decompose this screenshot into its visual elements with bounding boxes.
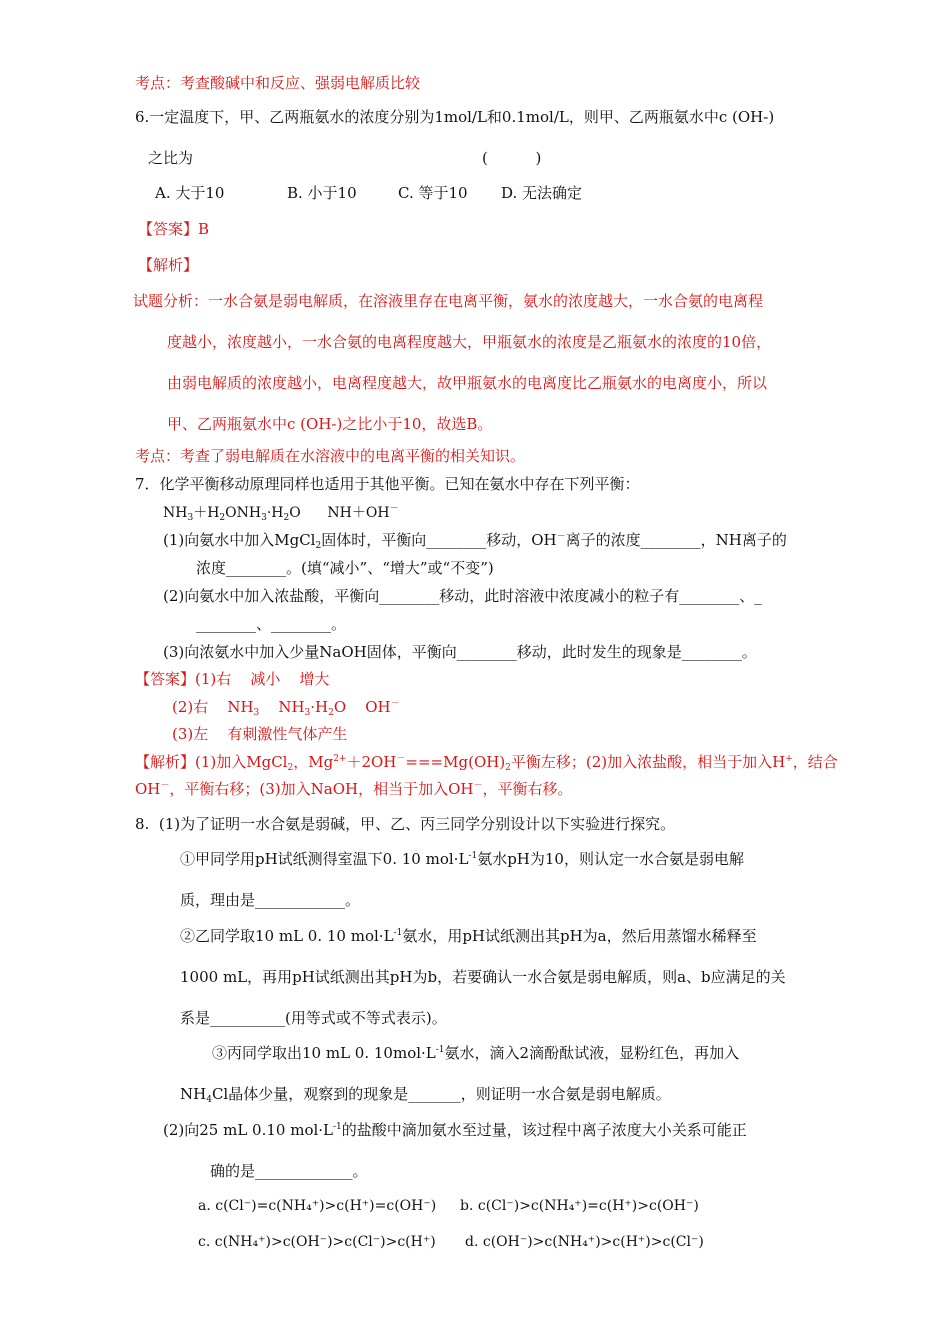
q6-analysis-line2: 度越小，浓度越小，一水合氨的电离程度越大，甲瓶氨水的浓度是乙瓶氨水的浓度的10倍， — [167, 333, 772, 351]
q8-part2-line1: (2)向25 mL 0.10 $mol\cdot L^{-1}$的盐酸中滴加氨水至过量，该过程中离子浓度大小关系可能正 — [163, 1121, 747, 1139]
q6-jiexi-label: 【解析】 — [138, 256, 199, 274]
q7-part2-line2: ________、________。 — [196, 615, 347, 633]
q8-option-d: d. c(OH⁻)>c(NH₄⁺)>c(H⁺)>c(Cl⁻) — [465, 1234, 704, 1250]
q8-c3-line1: ③丙同学取出10 mL 0. $10mol\cdot L^{-1}$氨水，滴入2滴酚酞试液，显粉红色，再加入 — [212, 1044, 740, 1062]
q7-part3: (3)向浓氨水中加入少量NaOH固体，平衡向________移动，此时发生的现象是________。 — [163, 643, 757, 661]
q6-answer-paren: ( ) — [482, 149, 542, 167]
q8-part2-line2: 确的是_____________。 — [210, 1162, 368, 1180]
q8-c2-line2: 1000 mL，再用pH试纸测出其pH为b，若要确认一水合氨是弱电解质，则a、b应满足的关 — [180, 968, 786, 986]
q6-answer: 【答案】B — [138, 220, 210, 238]
q6-option-b: B. 小于10 — [287, 184, 357, 202]
q6-analysis-line1: 试题分析：一水合氨是弱电解质，在溶液里存在电离平衡，氨水的浓度越大，一水合氨的电离程 — [133, 292, 764, 310]
q8-c2-line3: 系是__________(用等式或不等式表示)。 — [180, 1009, 447, 1027]
q8-option-c: c. c(NH₄⁺)>c(OH⁻)>c(Cl⁻)>c(H⁺) — [198, 1234, 436, 1250]
q6-option-d: D. 无法确定 — [501, 184, 583, 202]
q8-option-a: a. c(Cl⁻)=c(NH₄⁺)>c(H⁺)=c(OH⁻) — [198, 1198, 437, 1214]
q7-answer-line2: (2)右 $NH_3$ $NH_3\cdot H_2O$ OH－ — [172, 698, 400, 718]
q6-analysis-line3: 由弱电解质的浓度越小，电离程度越大，故甲瓶氨水的电离度比乙瓶氨水的电离度小，所以 — [167, 374, 768, 392]
q8-stem: 8. (1)为了证明一水合氨是弱碱，甲、乙、丙三同学分别设计以下实验进行探究。 — [135, 815, 676, 833]
q6-option-c: C. 等于10 — [398, 184, 468, 202]
q8-c1-line2: 质，理由是____________。 — [180, 891, 361, 909]
q7-answer-line3: (3)左 有刺激性气体产生 — [172, 725, 348, 743]
q7-part2-line1: (2)向氨水中加入浓盐酸，平衡向________移动，此时溶液中浓度减小的粒子有________、_ — [163, 587, 762, 605]
q7-analysis-line1: 【解析】(1)加入MgCl$_2$，$Mg^{2+}+2OH^-===Mg(OH)_2$平衡左移；(2)加入浓盐酸，相当于加入H+，结合 — [135, 753, 838, 773]
q7-part1-line2: 浓度________。(填“减小”、“增大”或“不变”) — [196, 559, 494, 577]
q8-c1-line1: ①甲同学用pH试纸测得室温下0. 10 $mol\cdot L^{-1}$氨水pH为10，则认定一水合氨是弱电解 — [180, 850, 744, 868]
q7-stem: 7．化学平衡移动原理同样也适用于其他平衡。已知在氨水中存在下列平衡： — [135, 475, 640, 493]
q6-analysis-line4: 甲、乙两瓶氨水中c (OH-)之比小于10，故选B。 — [167, 415, 493, 433]
kaodian-q6: 考点：考查了弱电解质在水溶液中的电离平衡的相关知识。 — [135, 447, 526, 465]
q7-equilibrium-equation: $NH_3+H_2ONH_3\cdot H_2O$ NH＋OH－ — [163, 504, 399, 523]
q6-stem-line2: 之比为 — [148, 149, 194, 167]
q8-option-b: b. c(Cl⁻)>c(NH₄⁺)=c(H⁺)>c(OH⁻) — [460, 1198, 699, 1214]
q6-stem-line1: 6.一定温度下，甲、乙两瓶氨水的浓度分别为1mol/L和0.1mol/L，则甲、乙两瓶氨水中c (OH-) — [135, 108, 775, 126]
q6-option-a: A. 大于10 — [155, 184, 225, 202]
kaodian-q5: 考点：考查酸碱中和反应、强弱电解质比较 — [135, 74, 421, 92]
q8-c2-line1: ②乙同学取10 mL 0. 10 $mol\cdot L^{-1}$氨水，用pH试纸测出其pH为a，然后用蒸馏水稀释至 — [180, 927, 757, 945]
q8-c3-line2: $NH_4Cl$晶体少量，观察到的现象是_______，则证明一水合氨是弱电解质。 — [180, 1085, 671, 1105]
q7-answer-line1: 【答案】(1)右 减小 增大 — [135, 670, 330, 688]
q7-analysis-line2: OH－，平衡右移；(3)加入NaOH，相当于加入OH－，平衡右移。 — [135, 780, 573, 798]
q7-part1-line1: (1)向氨水中加入MgCl$_2$固体时，平衡向________移动，OH－离子的浓度________，NH离子的 — [163, 531, 787, 551]
